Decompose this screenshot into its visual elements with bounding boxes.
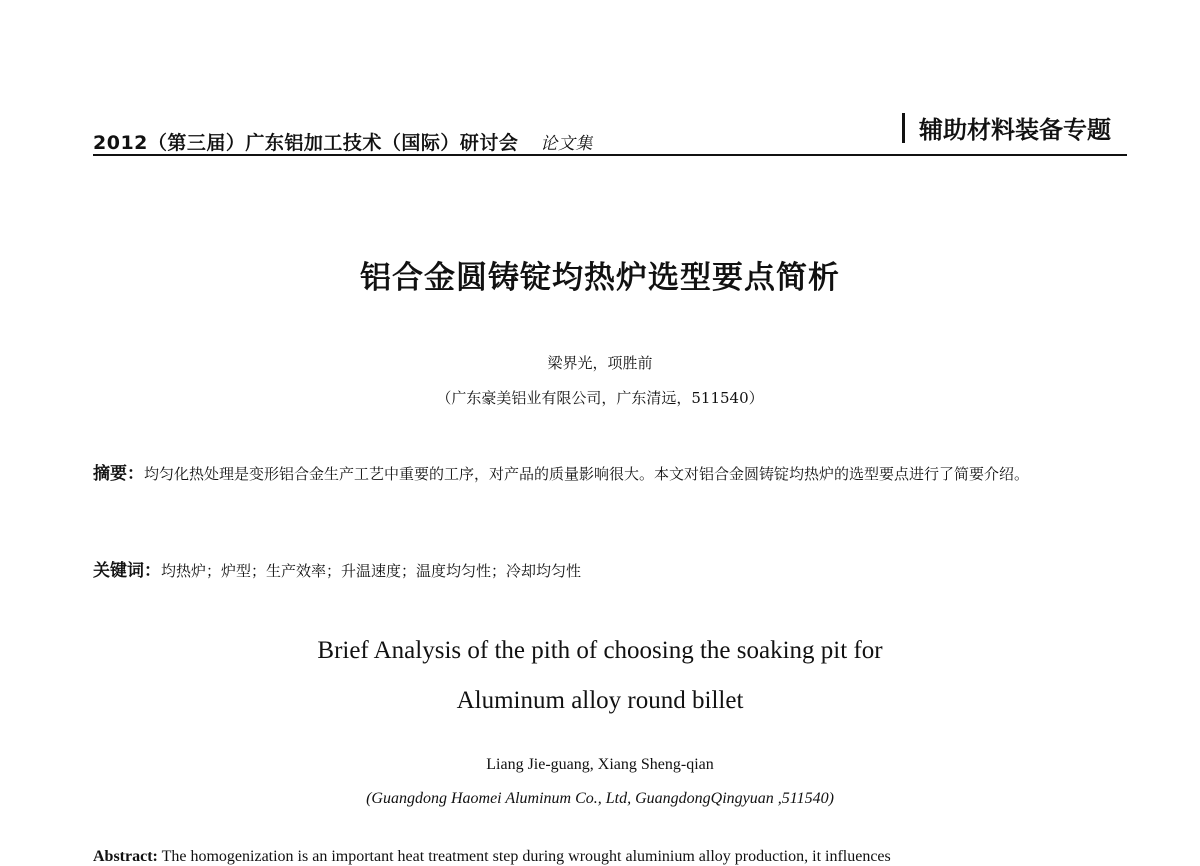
abstract-text-zh: 均匀化热处理是变形铝合金生产工艺中重要的工序，对产品的质量影响很大。本文对铝合金圆铸锭均热炉的选型要点进行了简要介绍。 (144, 465, 1030, 483)
section-title: 辅助材料装备专题 (919, 116, 1111, 144)
paper-title-zh: 铝合金圆铸锭均热炉选型要点简析 (360, 260, 840, 296)
affiliation-zh: （广东豪美铝业有限公司，广东清远，511540） (436, 389, 764, 407)
affiliation-en: (Guangdong Haomei Aluminum Co., Ltd, GuangdongQingyuan ,511540) (366, 790, 834, 807)
running-header (93, 108, 1127, 158)
title-en-line-2: Aluminum alloy round billet (456, 687, 744, 714)
proceedings-label: 论文集 (540, 134, 593, 154)
paper-title-en (0, 626, 1200, 726)
authors-zh: 梁界光，项胜前 (547, 354, 653, 372)
header-conference (93, 128, 593, 155)
authors-en: Liang Jie-guang, Xiang Sheng-qian (486, 756, 714, 773)
keywords-label-zh: 关键词： (93, 561, 161, 581)
conference-name: 2012（第三届）广东铝加工技术（国际）研讨会 (93, 132, 519, 154)
keywords-zh (93, 556, 1133, 581)
abstract-zh (93, 456, 1133, 492)
abstract-en (93, 848, 1133, 866)
abstract-text-en: The homogenization is an important heat treatment step during wrought aluminium alloy production, it influences (161, 848, 891, 865)
header-section (902, 110, 1111, 145)
section-divider-bar (902, 113, 905, 143)
abstract-label-en: Abstract: (93, 848, 158, 865)
title-en-line-1: Brief Analysis of the pith of choosing the soaking pit for (317, 637, 883, 664)
abstract-label-zh: 摘要： (93, 464, 144, 484)
header-rule (93, 154, 1127, 156)
keywords-text-zh: 均热炉；炉型；生产效率；升温速度；温度均匀性；冷却均匀性 (161, 562, 582, 580)
